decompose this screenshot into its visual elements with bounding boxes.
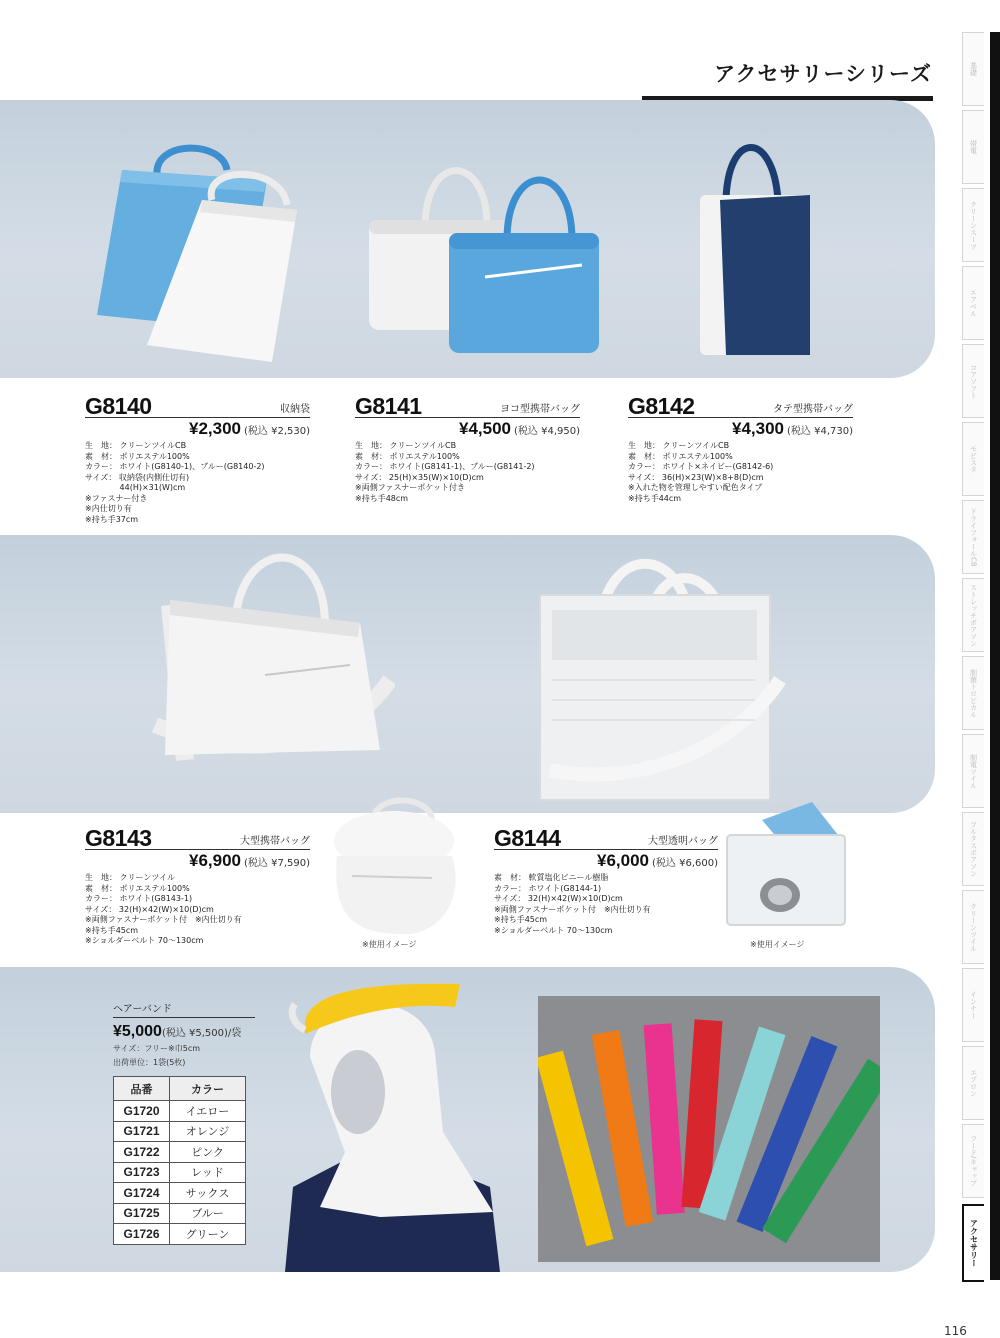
spec-line: カラー： ホワイト(G8141-1)、ブルー(G8141-2) bbox=[355, 462, 535, 471]
g8142-bag-photo bbox=[698, 140, 818, 360]
spec-line: ※持ち手44cm bbox=[628, 493, 682, 503]
g8144-usage-image bbox=[722, 800, 852, 930]
column-header-color: カラー bbox=[170, 1077, 246, 1101]
spec-line: ※持ち手48cm bbox=[355, 493, 409, 503]
price-row bbox=[355, 419, 580, 438]
product-tax-price: (税込 ¥2,530) bbox=[244, 426, 310, 437]
tab-index-5[interactable]: コアソフト bbox=[962, 344, 984, 418]
spec-line: 生 地： クリーンツイルCB bbox=[85, 441, 187, 450]
spec-line: カラー： ホワイト(G8144-1) bbox=[494, 883, 602, 893]
product-header bbox=[628, 394, 853, 418]
product-g8144 bbox=[494, 826, 718, 936]
tab-index-10[interactable]: 制電ツイル bbox=[962, 734, 984, 808]
product-category: 大型透明バッグ bbox=[648, 836, 718, 847]
product-tax-price: (税込 ¥7,590) bbox=[244, 858, 310, 869]
table-row bbox=[114, 1224, 246, 1245]
spec-line: ※入れた物を管理しやすい配色タイプ bbox=[628, 483, 763, 492]
price-row bbox=[85, 851, 310, 870]
headband-price-row bbox=[113, 1021, 263, 1041]
item-color: イエロー bbox=[170, 1101, 246, 1122]
page-number: 116 bbox=[944, 1324, 967, 1338]
spec-line: ※ファスナー付き bbox=[85, 493, 148, 503]
product-specs bbox=[85, 441, 310, 525]
price-row bbox=[494, 851, 718, 870]
g8140-bags-photo bbox=[92, 140, 302, 365]
spec-line: ※両側ファスナーポケット付き bbox=[355, 483, 465, 492]
tab-index-7[interactable]: ドライフォールCB bbox=[962, 500, 984, 574]
usage-image-caption: ※使用イメージ bbox=[750, 940, 805, 949]
product-g8143 bbox=[85, 826, 310, 947]
tab-index-6[interactable]: モビスタ bbox=[962, 422, 984, 496]
spec-line: ※両側ファスナーポケット付 ※内仕切り有 bbox=[85, 915, 242, 924]
headband-color-table bbox=[113, 1076, 246, 1245]
product-code: G8140 bbox=[85, 393, 152, 419]
product-price: ¥2,300 bbox=[189, 419, 242, 438]
tab-index-8[interactable]: ストレッチボアソン bbox=[962, 578, 984, 652]
tab-index-12[interactable]: クリーンツイル bbox=[962, 890, 984, 964]
spec-line: カラー： ホワイト×ネイビー(G8142-6) bbox=[628, 462, 774, 471]
table-row bbox=[114, 1203, 246, 1224]
headband-label: ヘアーバンド bbox=[113, 1000, 255, 1018]
spec-line: 生 地： クリーンツイルCB bbox=[355, 441, 457, 450]
table-row bbox=[114, 1183, 246, 1204]
g8141-bags-photo bbox=[367, 155, 607, 360]
product-code: G8142 bbox=[628, 393, 695, 419]
spec-line: ※ショルダーベルト 70～130cm bbox=[85, 936, 204, 945]
tab-index-2[interactable]: 帯電 bbox=[962, 110, 984, 184]
spec-line: 生 地： クリーンツイル bbox=[85, 873, 175, 882]
spec-line: 44(H)×31(W)cm bbox=[85, 483, 186, 492]
product-specs bbox=[628, 441, 853, 504]
table-row bbox=[114, 1121, 246, 1142]
headband-info bbox=[113, 1000, 263, 1068]
price-row bbox=[628, 419, 853, 438]
headband-colors-photo bbox=[538, 996, 880, 1262]
product-g8142 bbox=[628, 394, 853, 504]
product-g8141 bbox=[355, 394, 580, 504]
product-code: G8141 bbox=[355, 393, 422, 419]
g8143-usage-image bbox=[322, 796, 467, 936]
product-tax-price: (税込 ¥6,600) bbox=[652, 858, 718, 869]
product-header bbox=[355, 394, 580, 418]
product-header bbox=[85, 394, 310, 418]
tab-index-13[interactable]: インナー bbox=[962, 968, 984, 1042]
tab-index-15[interactable]: フード/キャップ bbox=[962, 1124, 984, 1198]
product-price: ¥6,900 bbox=[189, 851, 242, 870]
spec-line: ※内仕切り有 bbox=[85, 504, 132, 513]
series-title: アクセサリーシリーズ bbox=[714, 62, 932, 86]
spec-line: ※持ち手45cm bbox=[494, 915, 548, 924]
product-category: ヨコ型携帯バッグ bbox=[500, 404, 580, 415]
product-code: G8144 bbox=[494, 825, 561, 851]
spec-line: 素 材： 軟質塩化ビニール樹脂 bbox=[494, 873, 609, 882]
usage-image-caption: ※使用イメージ bbox=[362, 940, 417, 949]
table-row bbox=[114, 1162, 246, 1183]
spec-line: 素 材： ポリエステル100% bbox=[355, 451, 460, 461]
spec-line: カラー： ホワイト(G8140-1)、ブルー(G8140-2) bbox=[85, 462, 265, 471]
table-row bbox=[114, 1142, 246, 1163]
spec-line: カラー： ホワイト(G8143-1) bbox=[85, 894, 193, 903]
product-tax-price: (税込 ¥4,730) bbox=[787, 426, 853, 437]
g8144-bag-photo bbox=[530, 540, 790, 805]
spec-line: 素 材： ポリエステル100% bbox=[628, 451, 733, 461]
headband-tax-price: (税込 ¥5,500)/袋 bbox=[161, 1028, 242, 1039]
spec-line: サイズ： 36(H)×23(W)×8+8(D)cm bbox=[628, 472, 764, 482]
product-specs bbox=[355, 441, 580, 504]
headband-price: ¥5,000 bbox=[113, 1023, 162, 1040]
headband-unit-note: 出荷単位：1袋(5枚) bbox=[113, 1057, 186, 1067]
table-header-row bbox=[114, 1077, 246, 1101]
spec-line: サイズ： 25(H)×35(W)×10(D)cm bbox=[355, 472, 484, 482]
spec-line: 生 地： クリーンツイルCB bbox=[628, 441, 730, 450]
product-category: タテ型携帯バッグ bbox=[773, 404, 853, 415]
tab-index-9[interactable]: 制菌トロピカル bbox=[962, 656, 984, 730]
product-category: 収納袋 bbox=[280, 404, 310, 415]
product-specs bbox=[85, 873, 310, 947]
g8143-bag-photo bbox=[145, 545, 395, 765]
spec-line: 素 材： ポリエステル100% bbox=[85, 451, 190, 461]
index-tab-bar bbox=[990, 32, 1000, 1280]
item-color: サックス bbox=[170, 1183, 246, 1204]
product-price: ¥4,500 bbox=[459, 419, 512, 438]
item-code: G1725 bbox=[114, 1203, 170, 1224]
product-code: G8143 bbox=[85, 825, 152, 851]
headband-mannequin-photo bbox=[285, 972, 520, 1272]
table-row bbox=[114, 1101, 246, 1122]
product-tax-price: (税込 ¥4,950) bbox=[514, 426, 580, 437]
item-code: G1726 bbox=[114, 1224, 170, 1245]
product-header bbox=[85, 826, 310, 850]
item-code: G1720 bbox=[114, 1101, 170, 1122]
item-color: レッド bbox=[170, 1162, 246, 1183]
tab-index-11[interactable]: フルタスボアソン bbox=[962, 812, 984, 886]
spec-line: サイズ： 32(H)×42(W)×10(D)cm bbox=[494, 894, 623, 903]
price-row bbox=[85, 419, 310, 438]
product-header bbox=[494, 826, 718, 850]
tab-index-4[interactable]: エアベル bbox=[962, 266, 984, 340]
product-photo-panel-middle bbox=[0, 535, 935, 813]
column-header-code: 品番 bbox=[114, 1077, 170, 1101]
tab-index-3[interactable]: クリーンスーツ bbox=[962, 188, 984, 262]
item-color: オレンジ bbox=[170, 1121, 246, 1142]
tab-index-accessories-active[interactable]: アクセサリー bbox=[962, 1204, 984, 1282]
product-price: ¥4,300 bbox=[732, 419, 785, 438]
tab-index-14[interactable]: エプロン bbox=[962, 1046, 984, 1120]
spec-line: 素 材： ポリエステル100% bbox=[85, 883, 190, 893]
product-specs bbox=[494, 873, 718, 936]
product-price: ¥6,000 bbox=[597, 851, 650, 870]
spec-line: ※ショルダーベルト 70～130cm bbox=[494, 925, 613, 935]
item-color: ブルー bbox=[170, 1203, 246, 1224]
item-code: G1722 bbox=[114, 1142, 170, 1163]
tab-index-1[interactable]: 基礎 bbox=[962, 32, 984, 106]
product-g8140 bbox=[85, 394, 310, 525]
spec-line: サイズ： 収納袋(内側仕切有) bbox=[85, 472, 190, 482]
spec-line: ※両側ファスナーポケット付 ※内仕切り有 bbox=[494, 904, 651, 914]
spec-line: ※持ち手45cm bbox=[85, 925, 139, 935]
spec-line: ※持ち手37cm bbox=[85, 514, 139, 524]
item-color: グリーン bbox=[170, 1224, 246, 1245]
product-category: 大型携帯バッグ bbox=[240, 836, 310, 847]
item-code: G1723 bbox=[114, 1162, 170, 1183]
item-code: G1724 bbox=[114, 1183, 170, 1204]
item-code: G1721 bbox=[114, 1121, 170, 1142]
headband-size-note: サイズ：フリー※巾5cm bbox=[113, 1044, 201, 1053]
spec-line: サイズ： 32(H)×42(W)×10(D)cm bbox=[85, 904, 214, 914]
item-color: ピンク bbox=[170, 1142, 246, 1163]
